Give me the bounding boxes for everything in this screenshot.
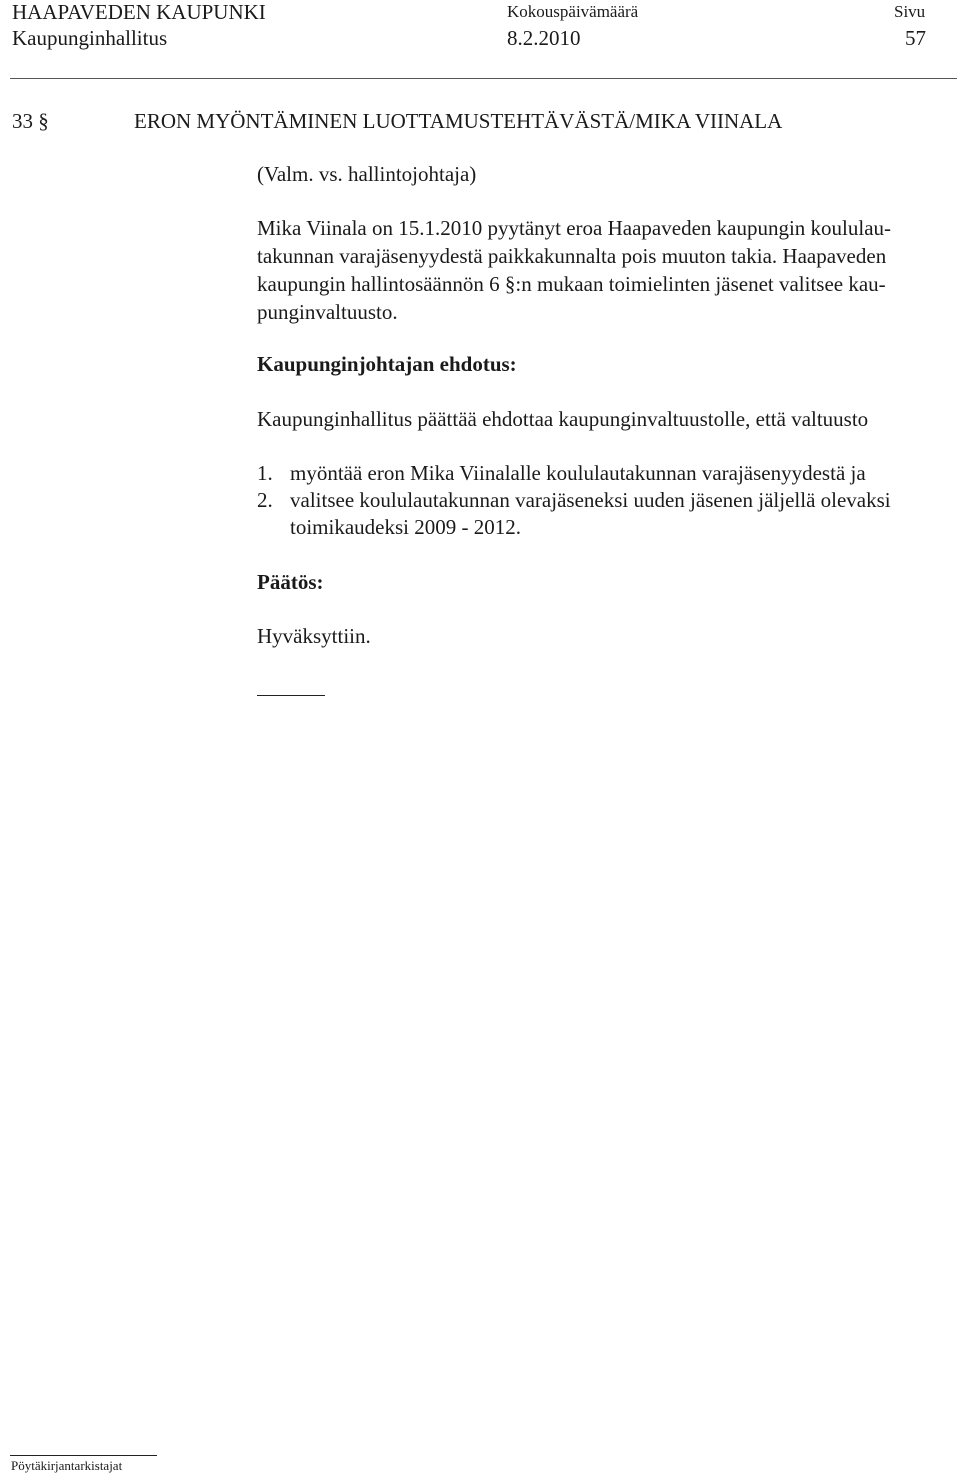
page-label: Sivu [894, 2, 926, 21]
paragraph-line: Mika Viinala on 15.1.2010 pyytänyt eroa Haapaveden kaupungin koululau- [257, 216, 892, 240]
decision-text: Hyväksyttiin. [257, 624, 371, 648]
page-number: 57 [905, 26, 926, 50]
organization-name: HAAPAVEDEN KAUPUNKI [12, 0, 266, 24]
paragraph-line: takunnan varajäsenyydestä paikkakunnalta pois muuton takia. Haapaveden [257, 244, 887, 268]
footer-label: Pöytäkirjantarkistajat [11, 1458, 123, 1473]
list-item-text: myöntää eron Mika Viinalalle koululautakunnan varajäsenyydestä ja [290, 461, 866, 485]
paragraph-line: punginvaltuusto. [257, 300, 398, 324]
decision-heading: Päätös: [257, 570, 324, 594]
proposal-text: Kaupunginhallitus päättää ehdottaa kaupunginvaltuustolle, että valtuusto [257, 407, 869, 431]
meeting-date: 8.2.2010 [507, 26, 581, 50]
closing-divider [257, 695, 325, 696]
list-item-text: valitsee koululautakunnan varajäseneksi uuden jäsenen jäljellä olevaksi [290, 488, 891, 512]
list-item-number: 1. [257, 461, 273, 485]
footer-divider [10, 1455, 157, 1456]
header-divider [10, 78, 957, 79]
list-item-text: toimikaudeksi 2009 - 2012. [290, 515, 521, 539]
paragraph-line: kaupungin hallintosäännön 6 §:n mukaan toimielinten jäsenet valitsee kau- [257, 272, 886, 296]
background-paragraph [257, 214, 957, 326]
list-item-number: 2. [257, 488, 273, 512]
section-number: 33 § [12, 109, 49, 133]
meeting-date-label: Kokouspäivämäärä [507, 2, 639, 21]
preparer-note: (Valm. vs. hallintojohtaja) [257, 162, 477, 186]
body-name: Kaupunginhallitus [12, 26, 168, 50]
proposal-heading: Kaupunginjohtajan ehdotus: [257, 352, 517, 376]
section-title: ERON MYÖNTÄMINEN LUOTTAMUSTEHTÄVÄSTÄ/MIKA VIINALA [134, 109, 783, 133]
